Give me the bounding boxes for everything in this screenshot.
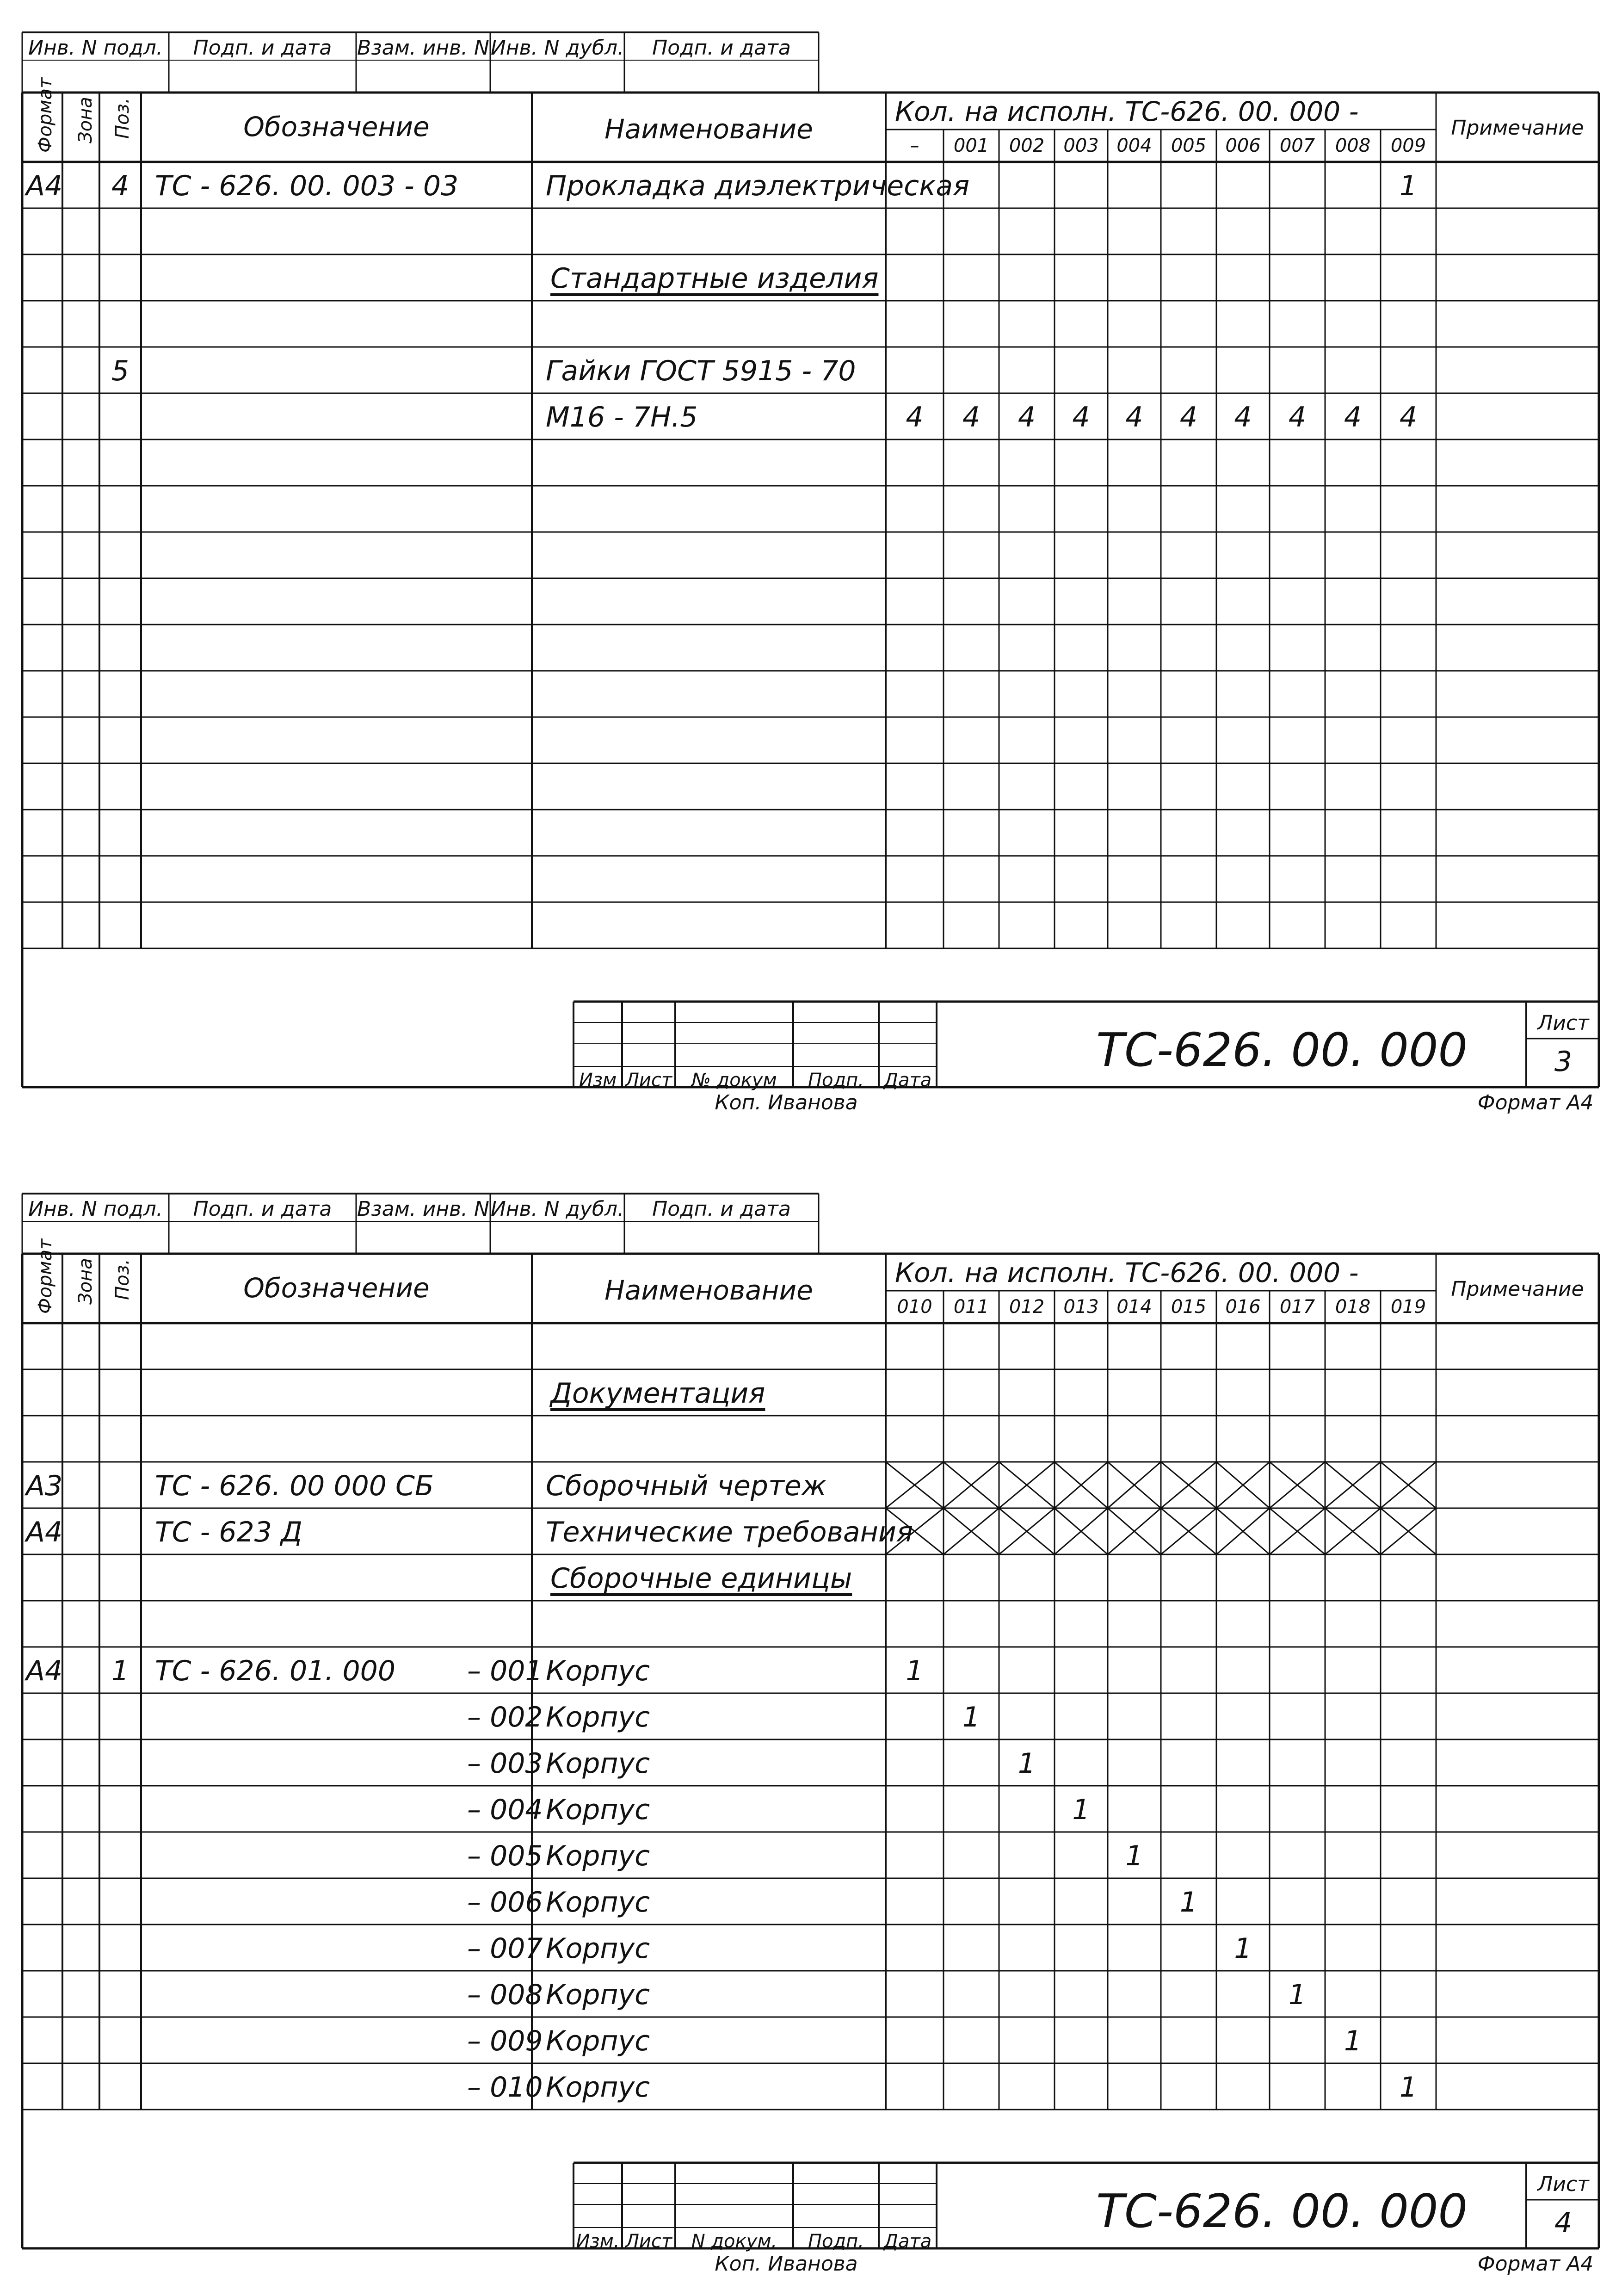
- row-qty: 1: [962, 1701, 981, 1733]
- header-qty-col: 018: [1335, 1296, 1371, 1318]
- header-qty-col: 019: [1390, 1296, 1426, 1318]
- header-qty-title: Кол. на исполн. ТС-626. 00. 000 -: [895, 96, 1359, 127]
- title-block-label: № докум: [691, 1070, 777, 1091]
- header-qty-col: 003: [1063, 135, 1099, 156]
- row-name: Корпус: [546, 1979, 650, 2011]
- row-designation-suffix: – 007: [467, 1932, 543, 1965]
- row-qty: 4: [1018, 401, 1036, 433]
- stamp-label: Инв. N дубл.: [490, 36, 624, 60]
- row-qty: 1: [1072, 1794, 1090, 1826]
- row-qty: 4: [1288, 401, 1307, 433]
- header-qty-col: –: [910, 135, 919, 156]
- row-name: М16 - 7Н.5: [546, 401, 698, 433]
- header-qty-col: 011: [953, 1296, 989, 1318]
- row-designation-suffix: – 010: [467, 2071, 543, 2104]
- row-name: Документация: [550, 1377, 765, 1410]
- header-designation: Обозначение: [243, 1272, 430, 1304]
- row-qty: 1: [1179, 1886, 1198, 1918]
- row-qty: 4: [1179, 401, 1198, 433]
- row-name: Сборочный чертеж: [546, 1470, 826, 1502]
- row-name: Стандартные изделия: [550, 262, 879, 295]
- stamp-label: Взам. инв. N: [357, 1197, 489, 1221]
- stamp-label: Подп. и дата: [193, 1197, 332, 1221]
- title-block-label: Подп.: [808, 1070, 864, 1091]
- row-designation: ТС - 626. 00. 003 - 03: [155, 170, 459, 202]
- row-designation-suffix: – 009: [467, 2025, 543, 2057]
- title-block-code: ТС-626. 00. 000: [1096, 2184, 1468, 2238]
- row-name: Гайки ГОСТ 5915 - 70: [546, 355, 856, 387]
- row-qty: 4: [1072, 401, 1090, 433]
- row-name: Корпус: [546, 1747, 650, 1780]
- header-name: Наименование: [604, 1275, 813, 1306]
- row-designation-suffix: – 005: [467, 1840, 543, 1872]
- stamp-label: Подп. и дата: [193, 36, 332, 60]
- copied-by: Коп. Иванова: [715, 1091, 858, 1114]
- row-qty: 1: [1018, 1747, 1036, 1780]
- header-pos: Поз.: [112, 1259, 133, 1300]
- header-qty-col: 006: [1225, 135, 1261, 156]
- row-qty: 4: [1234, 401, 1252, 433]
- row-format: А3: [26, 1470, 63, 1502]
- row-qty: 4: [962, 401, 981, 433]
- header-qty-col: 001: [953, 135, 989, 156]
- title-block-label: Изм: [579, 1070, 617, 1091]
- header-format: Формат: [35, 1238, 56, 1314]
- row-qty: 1: [1399, 2071, 1418, 2104]
- row-designation-suffix: – 008: [467, 1979, 543, 2011]
- header-qty-col: 012: [1009, 1296, 1045, 1318]
- header-qty-col: 005: [1171, 135, 1207, 156]
- stamp-label: Инв. N дубл.: [490, 1197, 624, 1221]
- row-qty: 1: [1344, 2025, 1362, 2057]
- header-qty-col: 007: [1279, 135, 1315, 156]
- row-name: Сборочные единицы: [550, 1562, 852, 1595]
- page-format: Формат А4: [1477, 1091, 1594, 1114]
- title-block-label: Лист: [625, 1070, 672, 1091]
- row-designation-suffix: – 002: [467, 1701, 543, 1733]
- sheet-number: 4: [1554, 2207, 1573, 2239]
- title-block-label: Подп.: [808, 2231, 864, 2252]
- row-format: А4: [26, 170, 63, 202]
- header-qty-col: 010: [897, 1296, 932, 1318]
- stamp-label: Подп. и дата: [652, 1197, 791, 1221]
- row-qty: 1: [1234, 1932, 1252, 1965]
- row-designation-suffix: – 003: [467, 1747, 543, 1780]
- header-qty-col: 016: [1225, 1296, 1261, 1318]
- row-qty: 1: [1125, 1840, 1143, 1872]
- header-qty-col: 014: [1116, 1296, 1152, 1318]
- header-pos: Поз.: [112, 98, 133, 139]
- header-qty-title: Кол. на исполн. ТС-626. 00. 000 -: [895, 1257, 1359, 1288]
- row-designation: ТС - 626. 00 000 СБ: [155, 1470, 434, 1502]
- header-name: Наименование: [604, 113, 813, 145]
- row-name: Корпус: [546, 1701, 650, 1733]
- row-name: Корпус: [546, 2025, 650, 2057]
- row-pos: 4: [111, 170, 130, 202]
- row-pos: 1: [111, 1655, 130, 1687]
- page-format: Формат А4: [1477, 2252, 1594, 2276]
- row-designation-suffix: – 001: [467, 1655, 543, 1687]
- row-designation-suffix: – 006: [467, 1886, 543, 1918]
- title-block-code: ТС-626. 00. 000: [1096, 1023, 1468, 1077]
- row-pos: 5: [111, 355, 130, 387]
- row-qty: 4: [1344, 401, 1362, 433]
- row-name: Корпус: [546, 2071, 650, 2104]
- row-name: Корпус: [546, 1655, 650, 1687]
- row-name: Корпус: [546, 1840, 650, 1872]
- header-zone: Зона: [75, 1258, 96, 1305]
- stamp-label: Взам. инв. N: [357, 36, 489, 60]
- row-name: Корпус: [546, 1932, 650, 1965]
- row-qty: 1: [1288, 1979, 1307, 2011]
- row-qty: 4: [1399, 401, 1418, 433]
- header-qty-col: 015: [1171, 1296, 1207, 1318]
- header-zone: Зона: [75, 97, 96, 143]
- sheet-number: 3: [1554, 1046, 1573, 1078]
- row-name: Корпус: [546, 1794, 650, 1826]
- header-qty-col: 017: [1279, 1296, 1315, 1318]
- row-qty: 4: [906, 401, 924, 433]
- row-name: Технические требования: [546, 1516, 913, 1548]
- header-qty-col: 008: [1335, 135, 1371, 156]
- sheet-label: Лист: [1537, 1011, 1589, 1035]
- header-qty-col: 004: [1116, 135, 1152, 156]
- title-block-label: Дата: [883, 2231, 932, 2252]
- title-block-label: Дата: [883, 1070, 932, 1091]
- title-block-label: Лист: [625, 2231, 672, 2252]
- title-block-label: N докум.: [691, 2231, 777, 2252]
- row-designation: ТС - 626. 01. 000: [155, 1655, 396, 1687]
- header-note: Примечание: [1451, 1277, 1584, 1301]
- header-designation: Обозначение: [243, 111, 430, 142]
- stamp-label: Инв. N подл.: [28, 36, 163, 60]
- header-note: Примечание: [1451, 116, 1584, 140]
- row-qty: 1: [1399, 170, 1418, 202]
- row-designation: ТС - 623 Д: [155, 1516, 302, 1548]
- stamp-label: Инв. N подл.: [28, 1197, 163, 1221]
- row-designation-suffix: – 004: [467, 1794, 543, 1826]
- row-format: А4: [26, 1655, 63, 1687]
- row-name: Корпус: [546, 1886, 650, 1918]
- title-block-label: Изм.: [576, 2231, 620, 2252]
- header-qty-col: 009: [1390, 135, 1426, 156]
- row-name: Прокладка диэлектрическая: [546, 170, 970, 202]
- sheet-label: Лист: [1537, 2172, 1589, 2196]
- copied-by: Коп. Иванова: [715, 2252, 858, 2276]
- stamp-label: Подп. и дата: [652, 36, 791, 60]
- header-qty-col: 002: [1009, 135, 1045, 156]
- row-qty: 1: [906, 1655, 924, 1687]
- header-qty-col: 013: [1063, 1296, 1099, 1318]
- row-format: А4: [26, 1516, 63, 1548]
- header-format: Формат: [35, 77, 56, 153]
- row-qty: 4: [1125, 401, 1143, 433]
